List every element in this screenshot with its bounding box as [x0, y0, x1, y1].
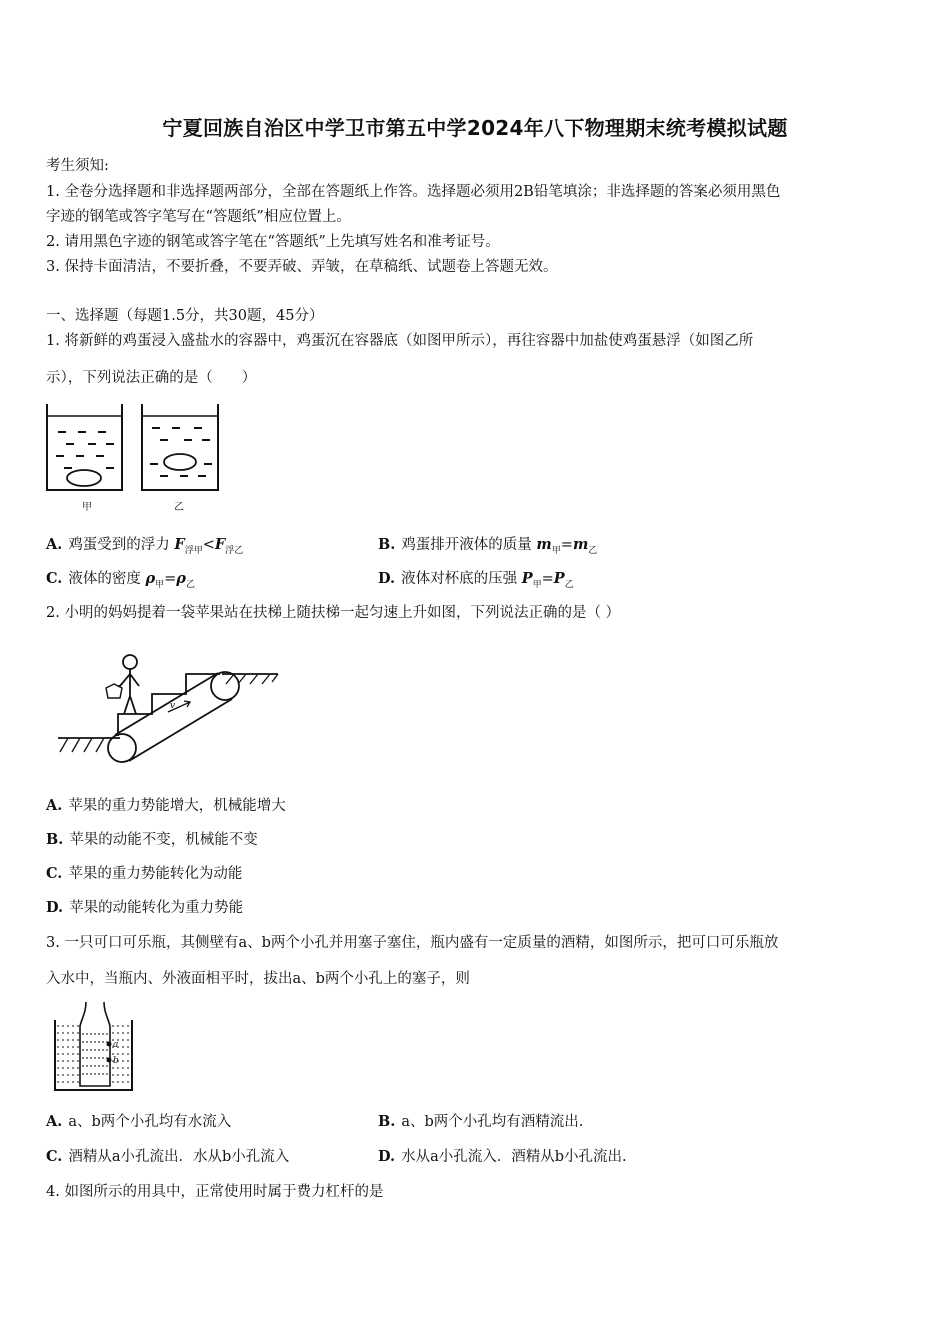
notice-item: 2. 请用黑色字迹的钢笔或答字笔在“答题纸”上先填写姓名和准考证号。 [46, 234, 500, 250]
subscript: 乙 [185, 579, 195, 590]
q3-option-a[interactable] [46, 1110, 231, 1131]
q2-option-b[interactable] [46, 828, 258, 849]
option-text: a、b两个小孔均有酒精流出. [401, 1114, 584, 1130]
question-2-stem: 2. 小明的妈妈提着一袋苹果站在扶梯上随扶梯一起匀速上升如图，下列说法正确的是（ ） [46, 605, 621, 621]
symbol-F: F [174, 536, 185, 553]
option-label: A. [46, 536, 63, 553]
egg-suspended [164, 454, 196, 470]
option-text: 苹果的动能不变，机械能不变 [69, 832, 258, 848]
q2-option-a[interactable] [46, 794, 286, 815]
option-text: 鸡蛋排开液体的质量 [401, 537, 532, 553]
section-heading: 一、选择题（每题1.5分，共30题，45分） [46, 308, 324, 324]
q1-option-d[interactable] [378, 567, 574, 590]
option-text: a、b两个小孔均有水流入 [68, 1114, 232, 1130]
beaker-jia [47, 404, 122, 490]
subscript: 甲 [532, 579, 542, 590]
option-label: D. [378, 1148, 396, 1165]
subscript: 甲 [551, 545, 561, 556]
option-text: 苹果的重力势能增大，机械能增大 [68, 798, 286, 814]
q1-option-a[interactable] [46, 533, 243, 556]
label-jia: 甲 [82, 502, 92, 513]
option-label: D. [378, 570, 396, 587]
symbol-rho: ρ [145, 570, 156, 587]
option-text: 液体的密度 [68, 571, 141, 587]
question-1-stem: 1. 将新鲜的鸡蛋浸入盛盐水的容器中，鸡蛋沉在容器底（如图甲所示），再往容器中加盐使鸡蛋悬浮（如图乙所 [46, 333, 754, 349]
notice-heading: 考生须知: [46, 158, 109, 174]
q2-figure-escalator [50, 644, 285, 769]
option-label: C. [46, 1148, 63, 1165]
subscript: 乙 [588, 545, 598, 556]
q3-option-b[interactable] [378, 1110, 583, 1131]
q1-figure-beakers [44, 402, 224, 514]
option-label: A. [46, 1113, 63, 1130]
question-3-stem-cont: 入水中，当瓶内、外液面相平时，拔出a、b两个小孔上的塞子，则 [46, 971, 470, 987]
option-label: B. [378, 536, 396, 553]
symbol-P: P [521, 570, 533, 587]
question-3-stem: 3. 一只可口可乐瓶，其侧壁有a、b两个小孔并用塞子塞住，瓶内盛有一定质量的酒精，如图所示，把可口可乐瓶放 [46, 935, 779, 951]
q3-option-c[interactable] [46, 1145, 289, 1166]
option-text: 苹果的重力势能转化为动能 [68, 866, 243, 882]
hole-b [107, 1058, 111, 1062]
notice-item: 3. 保持卡面清洁，不要折叠，不要弄破、弄皱，在草稿纸、试题卷上答题无效。 [46, 259, 558, 275]
hole-a [107, 1042, 111, 1046]
option-text: 酒精从a小孔流出．水从b小孔流入 [68, 1149, 290, 1165]
operator: = [541, 571, 554, 587]
escalator-roller-top [211, 672, 239, 700]
option-label: B. [378, 1113, 396, 1130]
egg-sunk [67, 470, 101, 486]
symbol-F: F [214, 536, 226, 553]
option-label: B. [46, 831, 64, 848]
subscript: 浮乙 [225, 545, 244, 556]
person-head [123, 655, 137, 669]
symbol-P: P [553, 570, 565, 587]
notice-item: 字迹的钢笔或答字笔写在“答题纸”相应位置上。 [46, 209, 351, 225]
velocity-label: v [170, 701, 176, 711]
beaker-yi [142, 404, 218, 490]
hole-a-label: a [113, 1040, 119, 1050]
question-1-stem-cont: 示），下列说法正确的是（ ） [46, 370, 257, 386]
symbol-rho: ρ [176, 570, 186, 587]
cola-bottle [80, 1002, 110, 1086]
option-label: C. [46, 865, 63, 882]
page-title: 宁夏回族自治区中学卫市第五中学2024年八下物理期末统考模拟试题 [162, 116, 788, 140]
operator: = [164, 571, 177, 587]
q3-figure-bottle [52, 1000, 136, 1094]
question-4-stem: 4. 如图所示的用具中，正常使用时属于费力杠杆的是 [46, 1184, 384, 1200]
option-text: 液体对杯底的压强 [401, 571, 518, 587]
q1-option-c[interactable] [46, 567, 195, 590]
symbol-m: m [536, 536, 552, 553]
escalator-roller-bottom [108, 734, 136, 762]
symbol-m: m [572, 536, 589, 553]
q2-option-d[interactable] [46, 896, 243, 917]
option-label: A. [46, 797, 63, 814]
q2-option-c[interactable] [46, 862, 242, 883]
option-label: C. [46, 570, 63, 587]
option-text: 苹果的动能转化为重力势能 [69, 900, 244, 916]
subscript: 乙 [564, 579, 574, 590]
option-label: D. [46, 899, 64, 916]
notice-item: 1. 全卷分选择题和非选择题两部分，全部在答题纸上作答。选择题必须用2B铅笔填涂；非选择题的答案必须用黑色 [46, 184, 781, 200]
operator: < [202, 537, 215, 553]
subscript: 甲 [155, 579, 165, 590]
hole-b-label: b [113, 1056, 119, 1066]
label-yi: 乙 [174, 502, 184, 513]
subscript: 浮甲 [184, 545, 203, 556]
option-text: 鸡蛋受到的浮力 [68, 537, 170, 553]
q3-option-d[interactable] [378, 1145, 627, 1166]
q1-option-b[interactable] [378, 533, 597, 556]
option-text: 水从a小孔流入．酒精从b小孔流出. [401, 1149, 627, 1165]
operator: = [560, 537, 573, 553]
